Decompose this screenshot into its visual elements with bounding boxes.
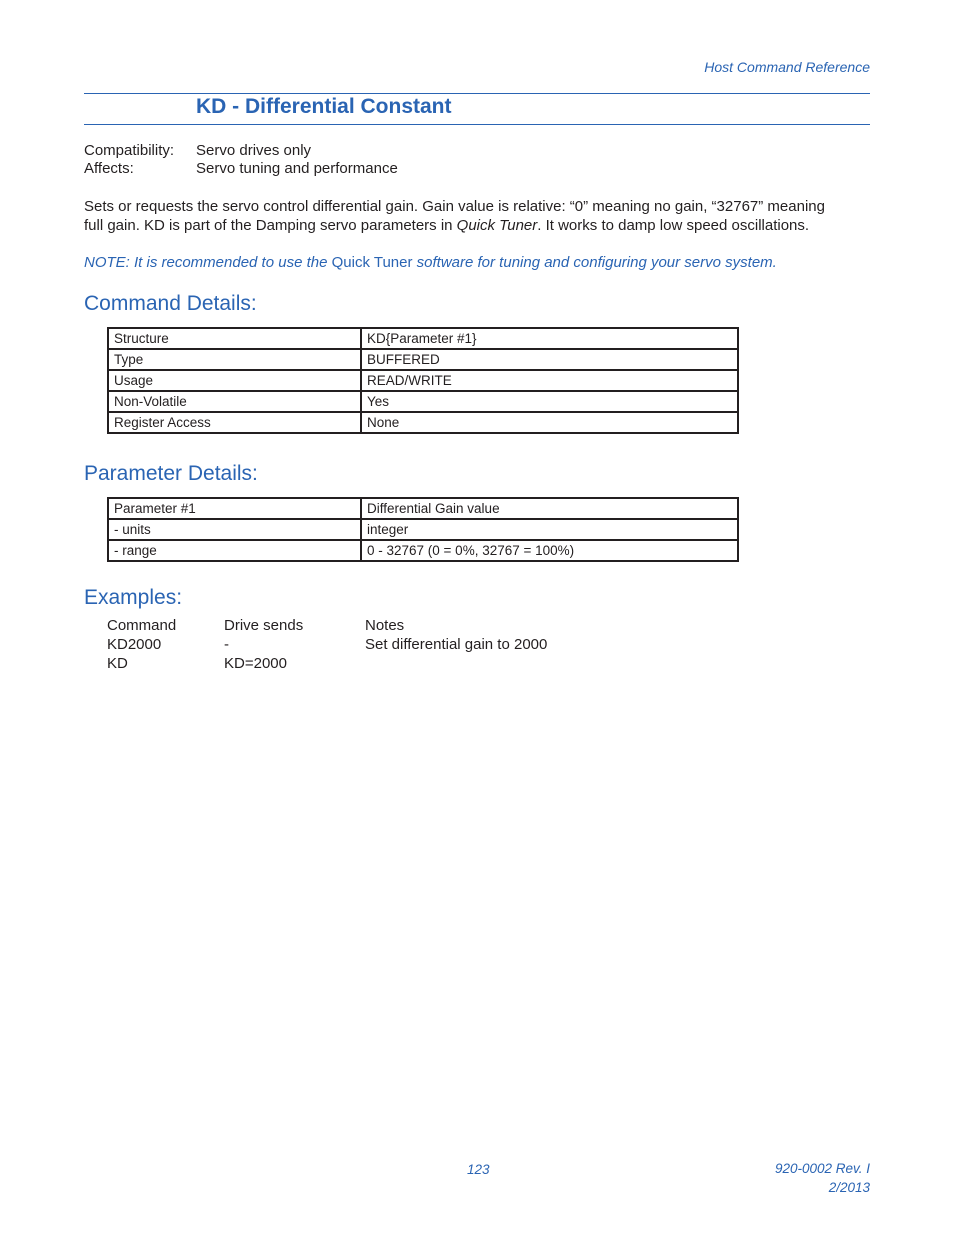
table-cell-label: Parameter #1 [108, 498, 361, 519]
example-drive-sends: - [224, 636, 229, 653]
description-line-2 [84, 216, 870, 235]
table-row [108, 540, 738, 561]
table-row [108, 370, 738, 391]
document-revision [775, 1159, 870, 1197]
column-header-notes: Notes [365, 617, 405, 634]
examples-heading: Examples: [84, 586, 183, 609]
table-cell-label: Usage [108, 370, 361, 391]
table-row [108, 498, 738, 519]
note-quick-tuner: Quick Tuner [331, 254, 413, 271]
table-cell-label: Non-Volatile [108, 391, 361, 412]
column-header-command: Command [107, 617, 177, 634]
table-cell-value: KD{Parameter #1} [361, 328, 738, 349]
table-cell-label: - range [108, 540, 361, 561]
title-rule-bottom [84, 124, 870, 125]
table-row [108, 391, 738, 412]
table-row [108, 519, 738, 540]
table-row [108, 412, 738, 433]
description-text-end: . It works to damp low speed oscillations. [537, 217, 810, 234]
header-reference: Host Command Reference [704, 59, 870, 75]
column-header-drive-sends: Drive sends [224, 617, 304, 634]
table-cell-value: Differential Gain value [361, 498, 738, 519]
command-details-table [107, 327, 739, 434]
title-rule-top [84, 93, 870, 94]
page-title: KD - Differential Constant [196, 95, 452, 118]
example-command: KD [107, 655, 128, 672]
example-drive-sends: KD=2000 [224, 655, 287, 672]
note-text [84, 254, 777, 271]
table-cell-label: Type [108, 349, 361, 370]
table-cell-value: READ/WRITE [361, 370, 738, 391]
table-cell-label: - units [108, 519, 361, 540]
affects-value: Servo tuning and performance [196, 160, 398, 177]
compatibility-label: Compatibility: [84, 142, 175, 159]
table-cell-label: Register Access [108, 412, 361, 433]
document-date: 2/2013 [828, 1180, 870, 1195]
document-number: 920-0002 Rev. I [774, 1161, 870, 1176]
note-part-1: NOTE: It is recommended to use the [84, 254, 332, 271]
table-cell-label: Structure [108, 328, 361, 349]
parameter-details-heading: Parameter Details: [84, 462, 258, 485]
description-text: full gain. KD is part of the Damping servo parameters in [84, 217, 457, 234]
table-cell-value: Yes [361, 391, 738, 412]
parameter-details-table [107, 497, 739, 562]
description-paragraph [84, 197, 870, 235]
example-notes: Set differential gain to 2000 [365, 636, 548, 653]
compatibility-value: Servo drives only [196, 142, 312, 159]
affects-label: Affects: [84, 160, 134, 177]
example-command: KD2000 [107, 636, 162, 653]
table-row [108, 349, 738, 370]
note-part-3: software for tuning and configuring your servo system. [412, 254, 777, 271]
table-row [108, 328, 738, 349]
description-line-1: Sets or requests the servo control differential gain. Gain value is relative: “0” meaning no gain, “32767” meaning [84, 198, 825, 215]
table-cell-value: integer [361, 519, 738, 540]
table-cell-value: None [361, 412, 738, 433]
quick-tuner-emphasis: Quick Tuner [456, 217, 538, 234]
table-cell-value: BUFFERED [361, 349, 738, 370]
table-cell-value: 0 - 32767 (0 = 0%, 32767 = 100%) [361, 540, 738, 561]
command-details-heading: Command Details: [84, 292, 257, 315]
page-number: 123 [467, 1162, 490, 1177]
